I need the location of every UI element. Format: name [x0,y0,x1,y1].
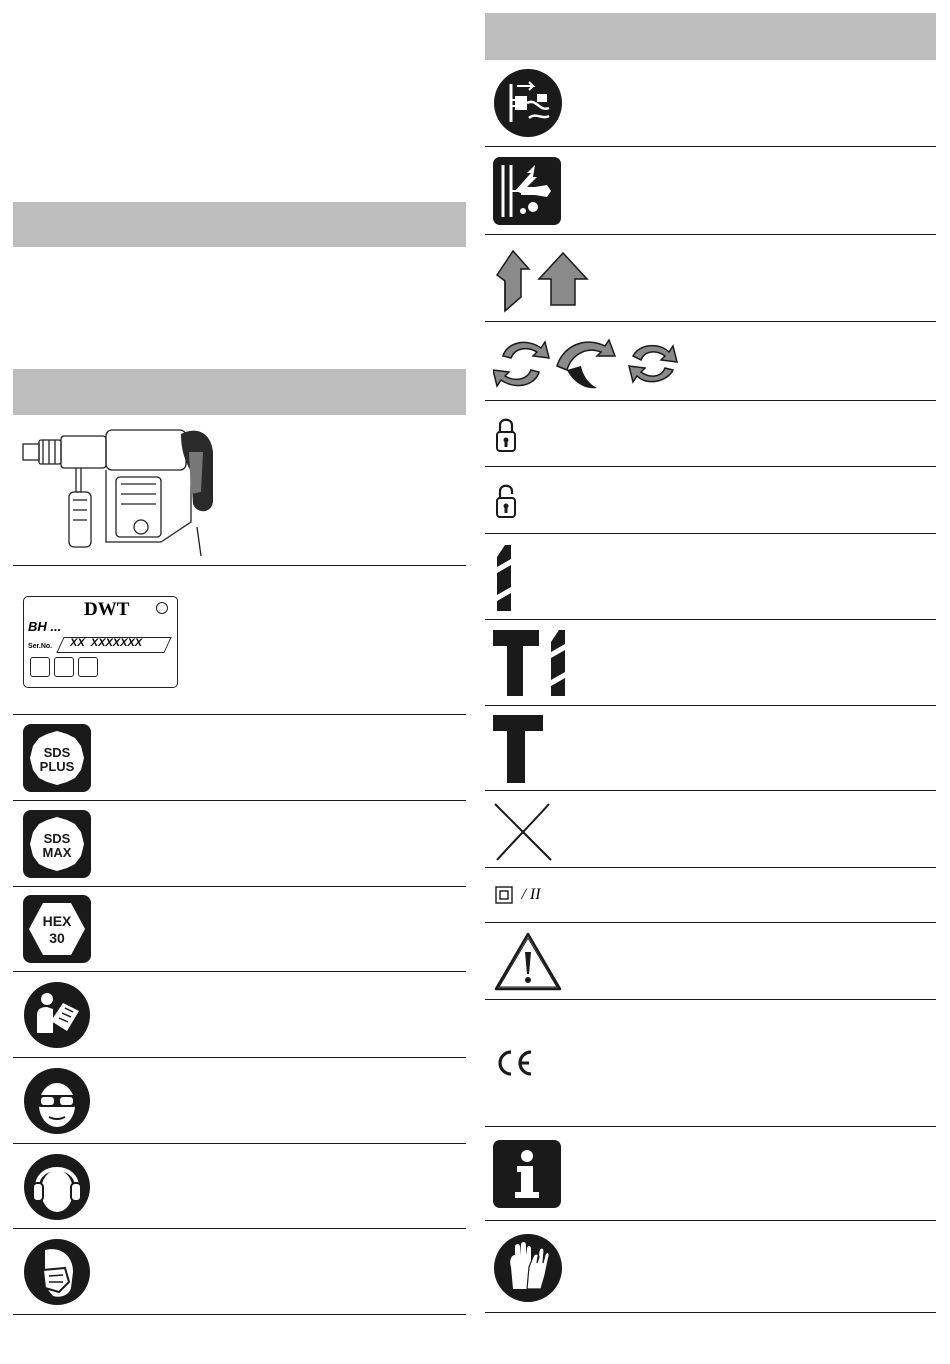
divider [13,1057,466,1058]
divider [13,1314,466,1315]
divider [485,999,936,1000]
section-header-bar [13,369,466,415]
rating-plate [23,596,178,688]
hammer-drill-mode-icon [493,628,573,698]
sds-plus-line2: PLUS [39,759,75,774]
divider [13,565,466,566]
information-icon [493,1140,561,1208]
ce-mark-icon [495,1049,535,1077]
sds-max-icon [23,810,91,878]
gear-icon [156,602,168,614]
divider [485,400,936,401]
direction-arrows-icon [493,245,593,315]
divider [485,533,936,534]
divider [485,790,936,791]
wear-dust-mask-icon [23,1238,91,1306]
sds-max-line1: SDS [43,831,71,846]
plate-serial-label: Ser.No. [28,643,53,650]
wear-ear-protection-icon [23,1153,91,1221]
wear-gloves-icon [493,1233,563,1303]
divider [485,234,936,235]
divider [485,146,936,147]
sds-max-line2: MAX [42,845,72,860]
hex-line2: 30 [49,930,65,946]
divider [485,466,936,467]
check-for-hidden-wires-icon [493,157,561,225]
divider [485,1126,936,1127]
plate-box [54,657,74,677]
drill-mode-icon [493,543,515,613]
section-header-bar [13,202,466,247]
divider [485,1220,936,1221]
divider [13,886,466,887]
divider [485,321,936,322]
divider [13,714,466,715]
power-drill-illustration [21,422,221,558]
sds-plus-line1: SDS [43,745,71,760]
read-manual-icon [23,981,91,1049]
divider [485,922,936,923]
do-not-use-icon [493,802,553,862]
divider [13,800,466,801]
rotation-direction-icon [493,336,678,392]
plate-serial-value: XX XXXXXXX [70,637,143,649]
section-header-bar [485,13,936,60]
double-insulation-icon [495,886,513,904]
divider [485,867,936,868]
chisel-mode-icon [493,715,545,785]
sds-plus-icon [23,724,91,792]
protection-class-icon [495,886,541,906]
plate-model: BH ... [28,619,62,634]
divider [485,619,936,620]
divider [13,1228,466,1229]
lock-open-icon [495,482,517,520]
divider [13,1143,466,1144]
warning-triangle-icon [493,930,563,992]
plate-box [78,657,98,677]
hex-30-icon [23,895,91,963]
divider [485,1312,936,1313]
protection-class-text: / II [521,886,541,903]
divider [485,705,936,706]
wear-eye-protection-icon [23,1067,91,1135]
lock-closed-icon [495,416,517,454]
plate-brand: DWT [84,599,130,620]
divider [13,971,466,972]
hex-line1: HEX [42,913,72,929]
plate-box [30,657,50,677]
unplug-before-service-icon [493,68,563,138]
